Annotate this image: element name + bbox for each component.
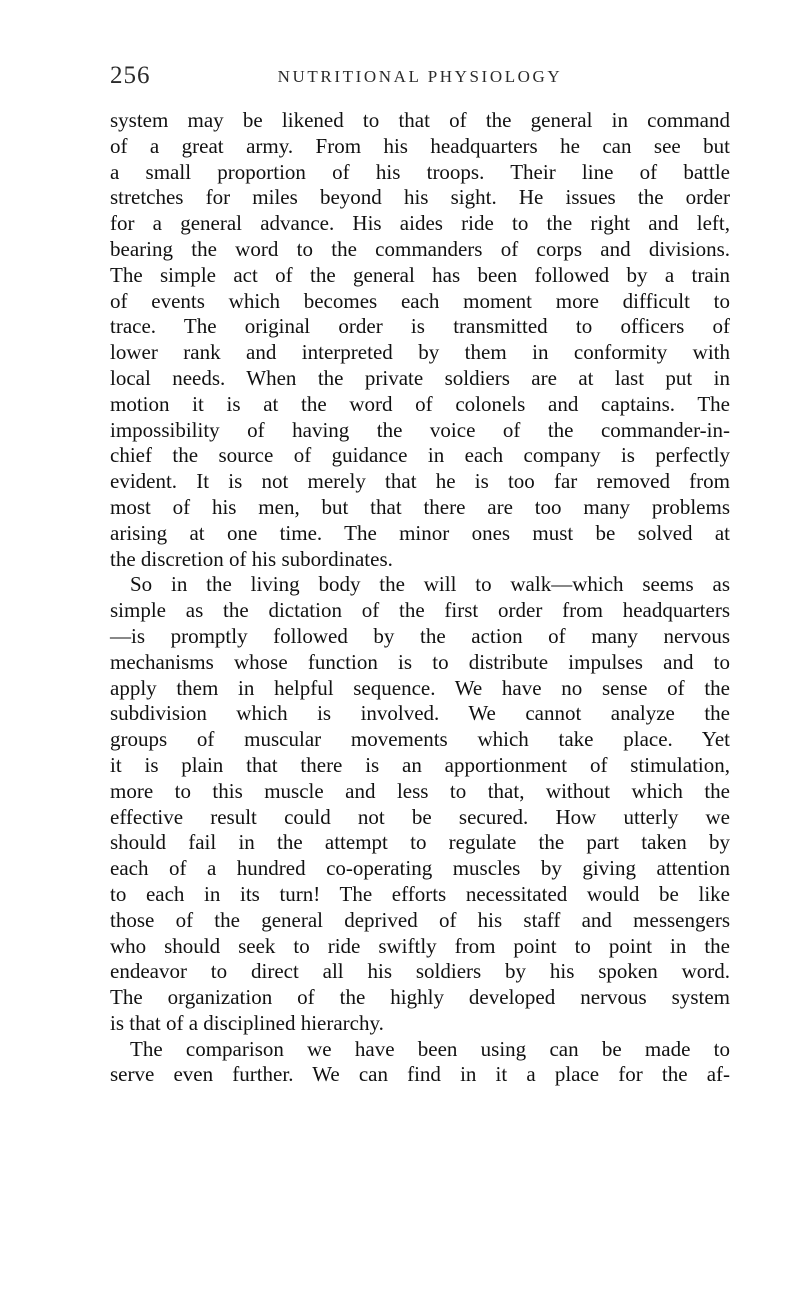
text-line: who should seek to ride swiftly from point to point in the xyxy=(110,933,730,958)
text-line: simple as the dictation of the first order from headquarters xyxy=(110,598,730,623)
text-line: local needs. When the private soldiers are at last put in xyxy=(110,365,730,390)
text-line: effective result could not be secured. How utterly we xyxy=(110,804,730,829)
text-line: those of the general deprived of his staff and messengers xyxy=(110,907,730,932)
text-line: impossibility of having the voice of the commander-in- xyxy=(110,417,730,442)
running-title: NUTRITIONAL PHYSIOLOGY xyxy=(277,67,563,86)
text-line: of events which becomes each moment more difficult to xyxy=(110,288,730,313)
text-line: So in the living body the will to walk—which seems as xyxy=(130,572,730,597)
text-line: trace. The original order is transmitted to officers of xyxy=(110,314,730,339)
text-line: groups of muscular movements which take place. Yet xyxy=(110,727,730,752)
body-text xyxy=(110,108,730,1088)
text-line: bearing the word to the commanders of corps and divisions. xyxy=(110,236,730,261)
text-line: is that of a disciplined hierarchy. xyxy=(110,1010,384,1035)
text-line: most of his men, but that there are too many problems xyxy=(110,494,730,519)
text-line: endeavor to direct all his soldiers by his spoken word. xyxy=(110,959,730,984)
text-line: a small proportion of his troops. Their line of battle xyxy=(110,159,730,184)
text-line: it is plain that there is an apportionment of stimulation, xyxy=(110,752,730,777)
text-line: The simple act of the general has been followed by a train xyxy=(110,262,730,287)
text-line: to each in its turn! The efforts necessitated would be like xyxy=(110,881,730,906)
text-line: apply them in helpful sequence. We have no sense of the xyxy=(110,675,730,700)
running-head xyxy=(110,62,730,96)
text-line: motion it is at the word of colonels and captains. The xyxy=(110,391,730,416)
text-line: mechanisms whose function is to distribute impulses and to xyxy=(110,649,730,674)
text-line: should fail in the attempt to regulate the part taken by xyxy=(110,830,730,855)
text-line: subdivision which is involved. We cannot analyze the xyxy=(110,701,730,726)
text-line: each of a hundred co-operating muscles by giving attention xyxy=(110,856,730,881)
page-number: 256 xyxy=(110,62,151,89)
text-line: the discretion of his subordinates. xyxy=(110,546,393,571)
text-line: —is promptly followed by the action of many nervous xyxy=(110,623,730,648)
text-line: The organization of the highly developed nervous system xyxy=(110,985,730,1010)
text-line: more to this muscle and less to that, without which the xyxy=(110,778,730,803)
text-line: of a great army. From his headquarters he can see but xyxy=(110,133,730,158)
text-line: evident. It is not merely that he is too far removed from xyxy=(110,469,730,494)
text-line: for a general advance. His aides ride to the right and left, xyxy=(110,211,730,236)
text-line: The comparison we have been using can be made to xyxy=(130,1036,730,1061)
text-line: system may be likened to that of the general in command xyxy=(110,108,730,132)
text-line: chief the source of guidance in each company is perfectly xyxy=(110,443,730,468)
text-line: lower rank and interpreted by them in conformity with xyxy=(110,340,730,365)
text-line: stretches for miles beyond his sight. He issues the order xyxy=(110,185,730,210)
text-line: arising at one time. The minor ones must be solved at xyxy=(110,520,730,545)
text-line: serve even further. We can find in it a place for the af- xyxy=(110,1062,730,1087)
